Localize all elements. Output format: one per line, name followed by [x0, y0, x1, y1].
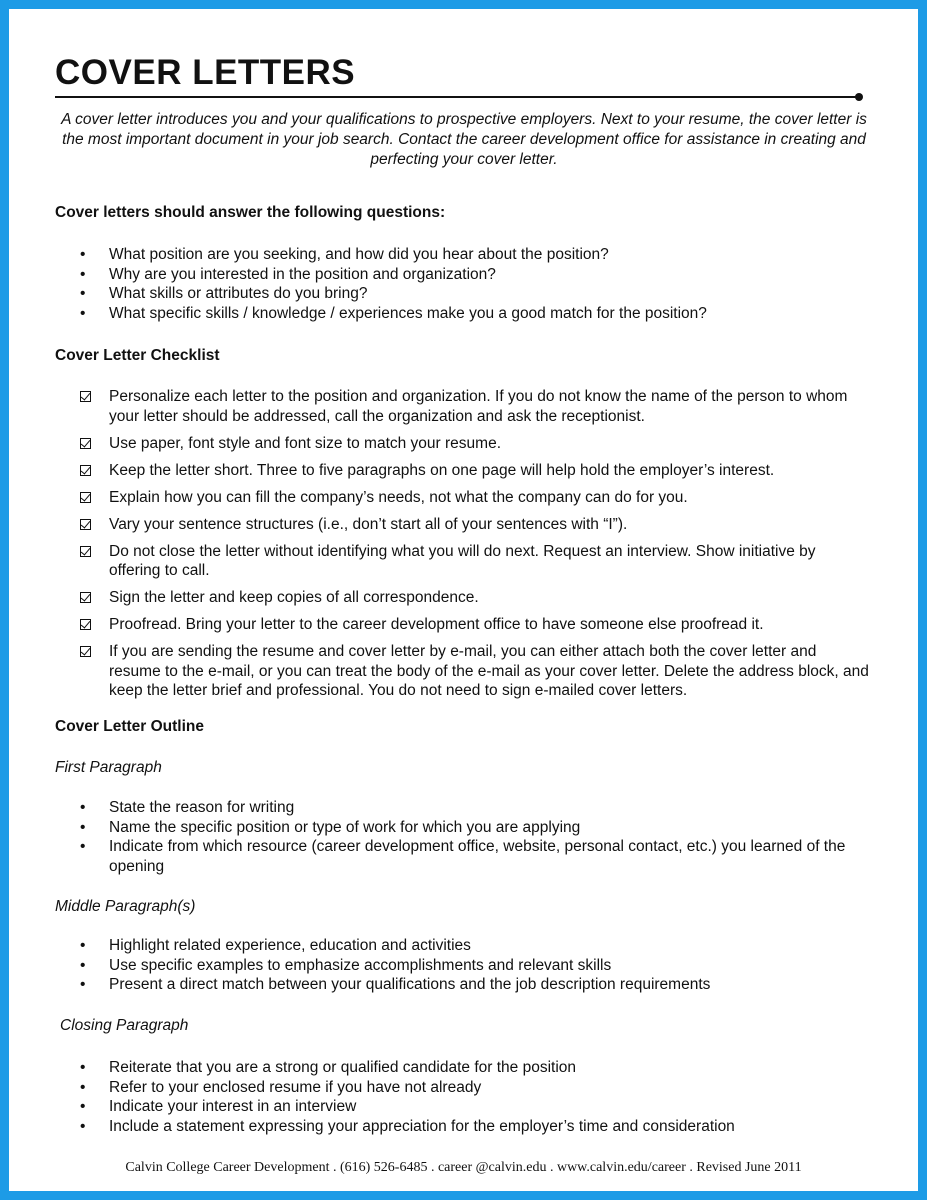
bullet-icon: •	[80, 1078, 86, 1096]
middle-paragraph-title: Middle Paragraph(s)	[55, 898, 196, 915]
bullet-icon: •	[80, 838, 86, 855]
list-item: • Use specific examples to emphasize accomplishments and relevant skills	[80, 956, 612, 974]
checklist-item: Vary your sentence structures (i.e., don’t start all of your sentences with “I”).	[80, 515, 870, 535]
checkbox-checked-icon	[80, 619, 91, 630]
list-item: • Highlight related experience, education and activities	[80, 937, 471, 954]
bullet-icon: •	[80, 304, 86, 322]
checkbox-checked-icon	[80, 546, 91, 557]
checklist-item: Keep the letter short. Three to five paragraphs on one page will help hold the employer’s interest.	[80, 461, 870, 481]
list-item: • Name the specific position or type of work for which you are applying	[80, 818, 581, 836]
checkbox-checked-icon	[80, 646, 91, 657]
page-footer: Calvin College Career Development . (616) 526-6485 . career @calvin.edu . www.calvin.edu/career . Revised June 2011	[125, 1160, 802, 1175]
list-item: • State the reason for writing	[80, 799, 295, 816]
list-item: • Indicate your interest in an interview	[80, 1098, 357, 1115]
bullet-icon: •	[80, 1059, 86, 1076]
checklist-item: Sign the letter and keep copies of all correspondence.	[80, 588, 870, 608]
closing-paragraph-list	[80, 1058, 880, 1136]
bullet-icon: •	[80, 1098, 86, 1115]
checkbox-checked-icon	[80, 438, 91, 449]
page-title: COVER LETTERS	[55, 53, 356, 92]
questions-heading: Cover letters should answer the following questions:	[55, 204, 446, 221]
outline-heading: Cover Letter Outline	[55, 718, 204, 735]
title-rule-dot	[855, 93, 863, 101]
checklist-item: Proofread. Bring your letter to the career development office to have someone else proofread it.	[80, 615, 870, 635]
bullet-icon: •	[80, 285, 86, 302]
middle-paragraph-list	[80, 936, 880, 995]
bullet-icon: •	[80, 265, 86, 283]
checkbox-checked-icon	[80, 592, 91, 603]
first-paragraph-title: First Paragraph	[55, 759, 162, 776]
list-item: • What skills or attributes do you bring?	[80, 285, 368, 302]
bullet-icon: •	[80, 799, 86, 816]
title-rule	[55, 96, 857, 98]
list-item: • What position are you seeking, and how did you hear about the position?	[80, 246, 609, 263]
bullet-icon: •	[80, 937, 86, 954]
bullet-icon: •	[80, 818, 86, 836]
bullet-icon: •	[80, 976, 86, 993]
checklist-item: Personalize each letter to the position and organization. If you do not know the name of the person to whom your letter should be addressed, call the organization and ask the receptionist.	[80, 387, 870, 426]
list-item: • Include a statement expressing your appreciation for the employer’s time and consideration	[80, 1117, 735, 1135]
checkbox-checked-icon	[80, 492, 91, 503]
checklist-heading: Cover Letter Checklist	[55, 347, 220, 364]
checklist-list	[80, 387, 870, 708]
list-item: • Present a direct match between your qualifications and the job description requirements	[80, 976, 711, 993]
list-item: • Reiterate that you are a strong or qualified candidate for the position	[80, 1059, 577, 1076]
list-item: • Why are you interested in the position and organization?	[80, 265, 496, 283]
checkbox-checked-icon	[80, 465, 91, 476]
closing-paragraph-title: Closing Paragraph	[60, 1017, 189, 1034]
checklist-item: Explain how you can fill the company’s needs, not what the company can do for you.	[80, 488, 870, 508]
bullet-icon: •	[80, 246, 86, 263]
checklist-item: Use paper, font style and font size to match your resume.	[80, 434, 870, 454]
intro-paragraph: A cover letter introduces you and your qualifications to prospective employers. Next to your resume, the cover letter is the most important document in your job search. Contact the career development office for assistance in creating and perfecting your cover letter.	[61, 111, 867, 168]
list-item: • Indicate from which resource (career development office, website, personal contact, etc.) you learned of the opening	[80, 838, 846, 875]
checklist-item: If you are sending the resume and cover letter by e-mail, you can either attach both the cover letter and resume to the e-mail, or you can treat the body of the e-mail as your cover letter. Delete the address block, and keep the letter brief and professional. You do not need to sign e-mailed cover letters.	[80, 642, 870, 701]
checklist-item: Do not close the letter without identifying what you will do next. Request an interview. Show initiative by offering to call.	[80, 542, 870, 581]
bullet-icon: •	[80, 1117, 86, 1135]
questions-list	[80, 245, 880, 323]
checkbox-checked-icon	[80, 519, 91, 530]
list-item: • Refer to your enclosed resume if you have not already	[80, 1078, 482, 1096]
bullet-icon: •	[80, 956, 86, 974]
checkbox-checked-icon	[80, 391, 91, 402]
first-paragraph-list	[80, 798, 870, 876]
list-item: • What specific skills / knowledge / experiences make you a good match for the position?	[80, 304, 707, 322]
